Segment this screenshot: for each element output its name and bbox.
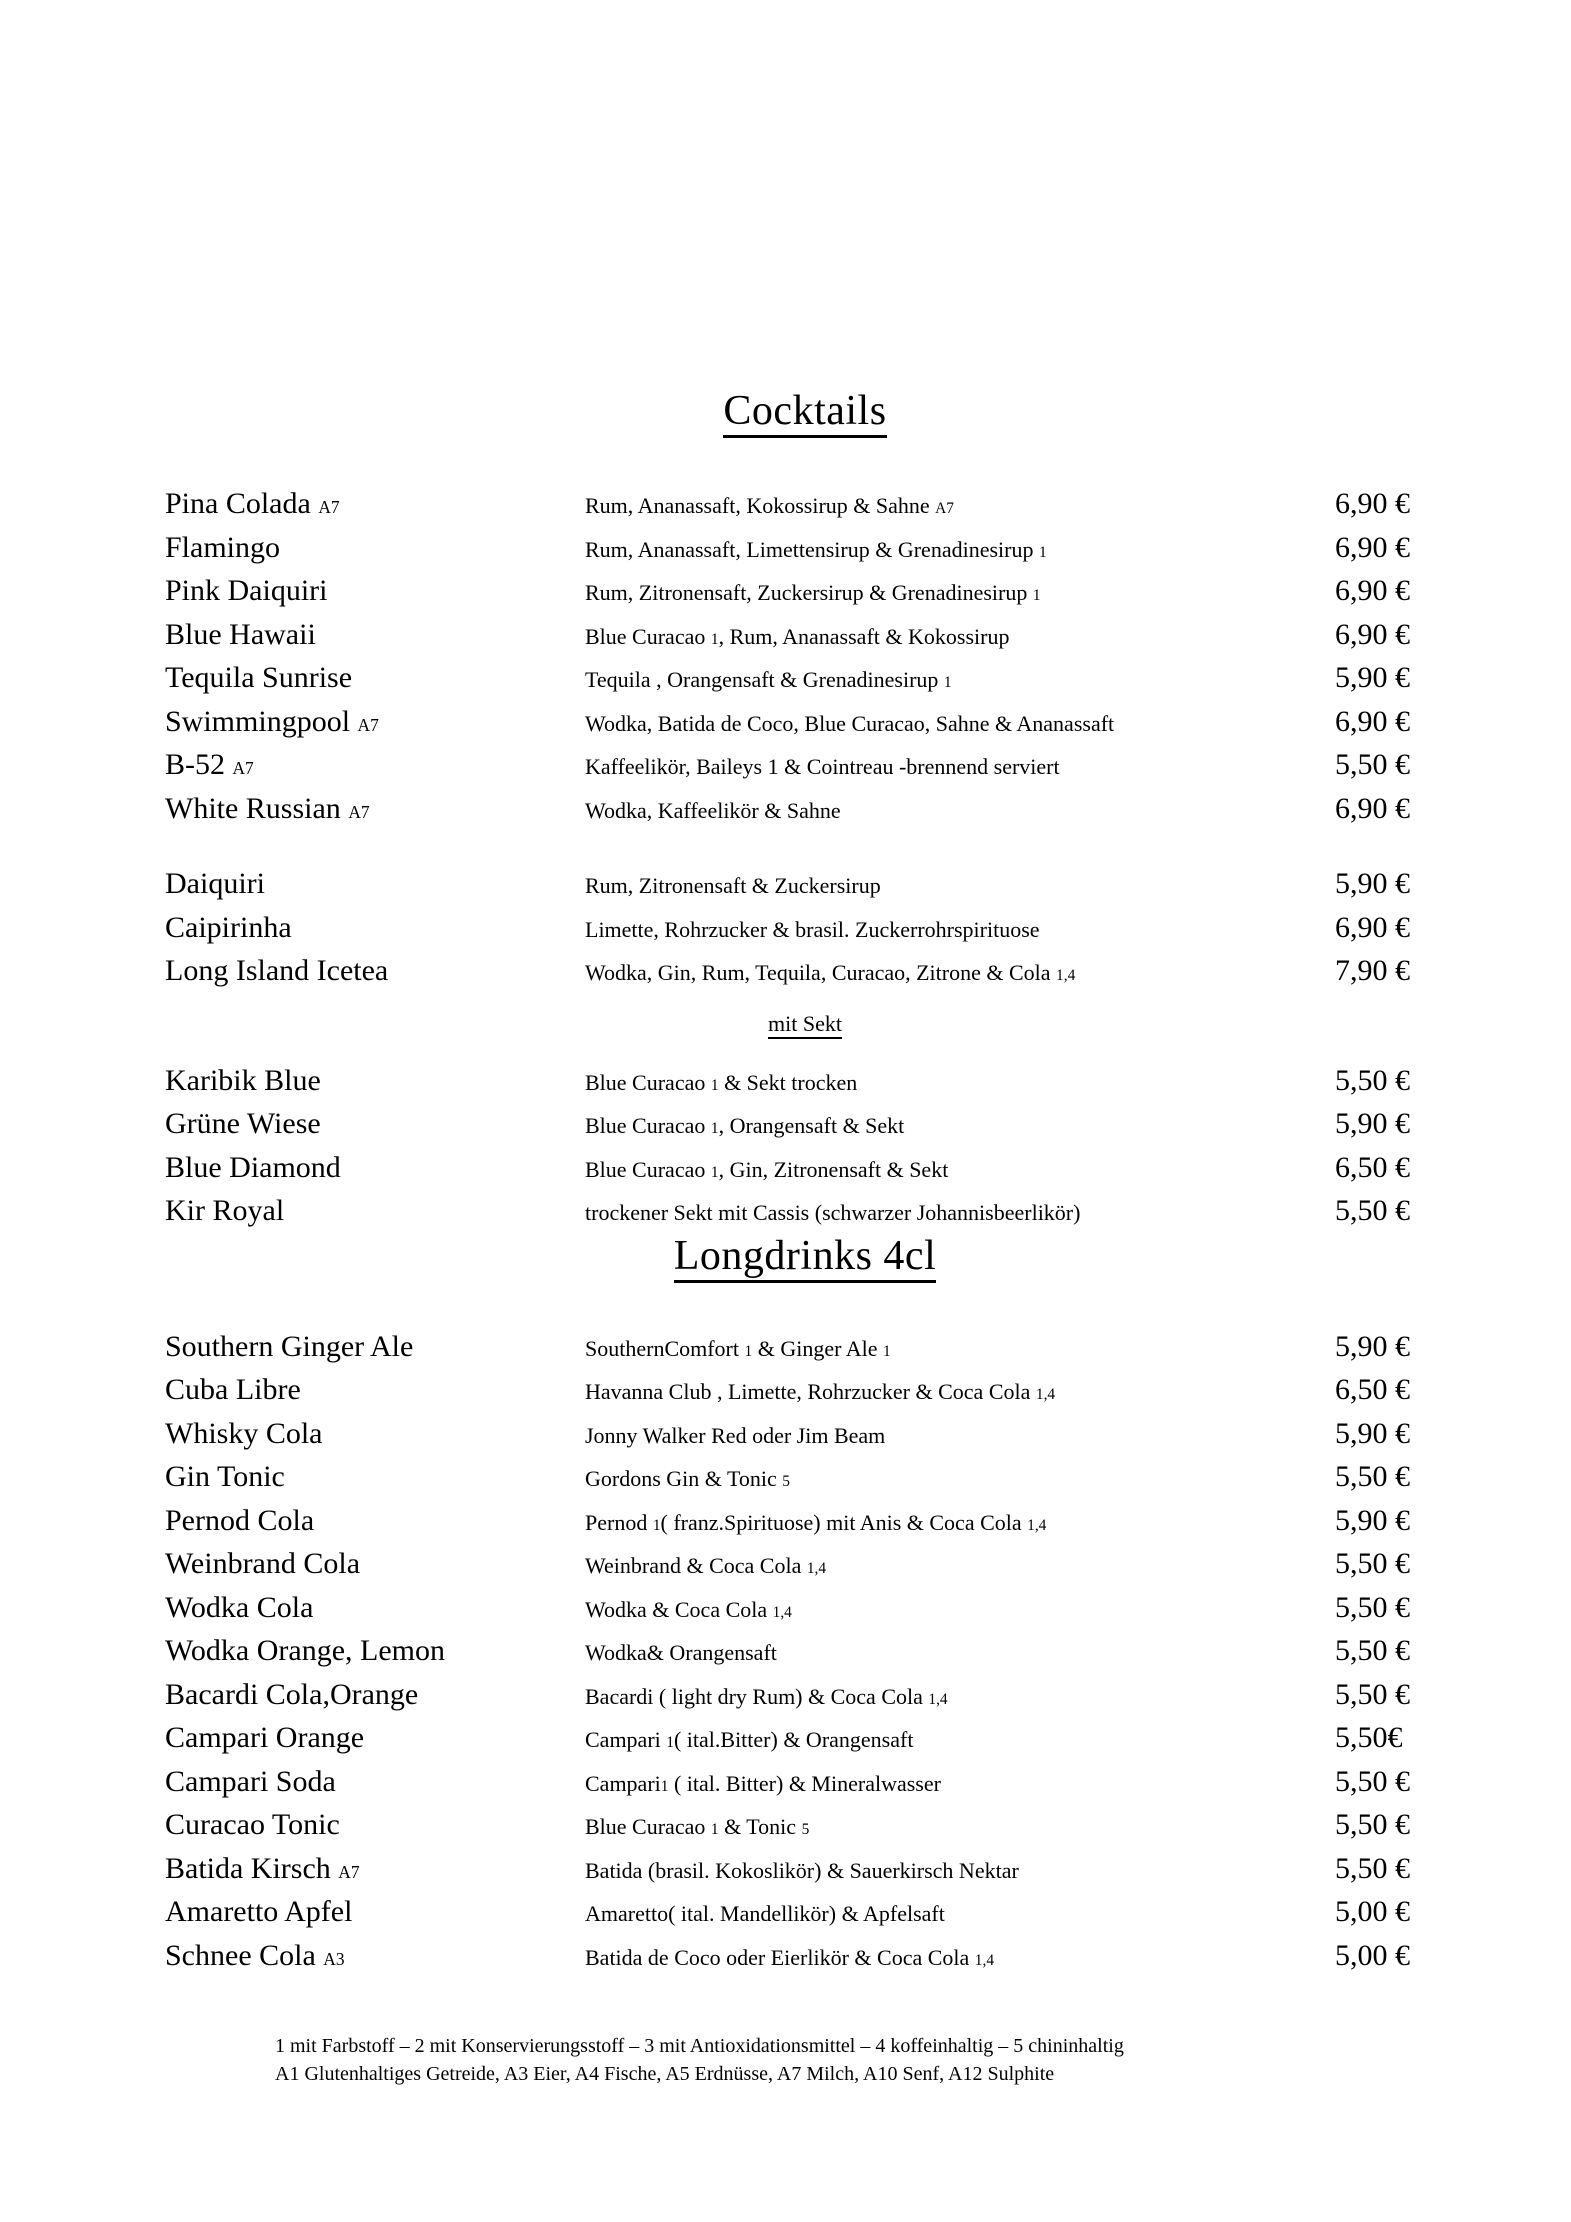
annotation-code: 1,4 xyxy=(772,1603,792,1621)
item-price: 5,50 € xyxy=(1335,1808,1410,1841)
item-price: 5,50 € xyxy=(1335,1590,1410,1624)
annotation-code: A7 xyxy=(232,758,254,778)
allergen-footnote xyxy=(275,2032,1445,2088)
item-description: Campari1 ( ital. Bitter) & Mineralwasser xyxy=(585,1770,941,1796)
menu-item-row xyxy=(165,949,1445,993)
annotation-code: 1 xyxy=(1032,587,1041,604)
menu-item-row xyxy=(165,1102,1445,1146)
annotation-code: 1 xyxy=(710,1120,719,1137)
item-name: Curacao Tonic xyxy=(165,1808,340,1841)
menu-item-row xyxy=(165,613,1445,657)
item-name: Amaretto Apfel xyxy=(165,1895,353,1928)
menu-item-row xyxy=(165,482,1445,526)
longdrinks-section-title xyxy=(165,1233,1445,1279)
footnote-line-allergens: A1 Glutenhaltiges Getreide, A3 Eier, A4 Fische, A5 Erdnüsse, A7 Milch, A10 Senf, A12 Sulphite xyxy=(275,2063,1055,2085)
item-description: Wodka, Gin, Rum, Tequila, Curacao, Zitrone & Cola 1,4 xyxy=(585,960,1076,985)
menu-item-row xyxy=(165,1455,1445,1499)
item-price: 5,50 € xyxy=(1335,1634,1410,1667)
item-name: Whisky Cola xyxy=(165,1416,323,1450)
annotation-code: 1,4 xyxy=(806,1560,827,1577)
longdrinks-title-text: Longdrinks 4cl xyxy=(674,1233,936,1283)
item-price: 5,50 € xyxy=(1335,748,1410,781)
mit-sekt-subtitle xyxy=(165,1011,1445,1037)
menu-item-row xyxy=(165,1890,1445,1934)
annotation-code: 1 xyxy=(1038,543,1047,561)
item-price: 6,90 € xyxy=(1335,910,1410,944)
item-price: 5,00 € xyxy=(1335,1938,1410,1972)
item-name: Blue Hawaii xyxy=(165,617,316,651)
annotation-code: A7 xyxy=(348,801,370,822)
item-price: 5,90 € xyxy=(1335,661,1410,694)
item-description: Havanna Club , Limette, Rohrzucker & Coca Cola 1,4 xyxy=(585,1379,1056,1404)
menu-item-row xyxy=(165,1847,1445,1891)
annotation-code: 1,4 xyxy=(974,1951,995,1969)
item-description: Wodka, Batida de Coco, Blue Curacao, Sahne & Ananassaft xyxy=(585,710,1115,736)
menu-item-row xyxy=(165,700,1445,744)
annotation-code: A7 xyxy=(318,497,340,517)
menu-item-row xyxy=(165,1325,1445,1369)
item-description: Amaretto( ital. Mandellikör) & Apfelsaft xyxy=(585,1901,945,1926)
menu-item-row xyxy=(165,1629,1445,1673)
annotation-code: 1 xyxy=(710,630,719,648)
item-name: Pina Colada A7 xyxy=(165,487,340,520)
annotation-code: 1,4 xyxy=(1027,1516,1047,1534)
item-name: Daiquiri xyxy=(165,867,265,900)
item-price: 6,90 € xyxy=(1335,617,1410,651)
item-description: Blue Curacao 1, Gin, Zitronensaft & Sekt xyxy=(585,1156,949,1182)
footnote-line-additives: 1 mit Farbstoff – 2 mit Konservierungsstoff – 3 mit Antioxidationsmittel – 4 koffeinhaltig – 5 chininhaltig xyxy=(275,2035,1124,2057)
menu-item-row xyxy=(165,569,1445,613)
item-price: 5,50 € xyxy=(1335,1063,1410,1097)
item-description: Rum, Ananassaft, Kokossirup & Sahne A7 xyxy=(585,493,954,518)
item-name: Campari Soda xyxy=(165,1764,336,1798)
annotation-code: 5 xyxy=(801,1821,810,1838)
menu-item-row xyxy=(165,1586,1445,1630)
cocktails-title-text: Cocktails xyxy=(723,388,886,438)
item-description: Campari 1( ital.Bitter) & Orangensaft xyxy=(585,1727,914,1752)
cocktails-item-group-1 xyxy=(165,482,1445,830)
annotation-code: 1 xyxy=(943,674,952,691)
item-price: 5,50 € xyxy=(1335,1460,1410,1493)
menu-item-row xyxy=(165,1059,1445,1103)
annotation-code: A7 xyxy=(935,500,954,517)
item-description: Gordons Gin & Tonic 5 xyxy=(585,1466,790,1491)
item-description: Kaffeelikör, Baileys 1 & Cointreau -brennend serviert xyxy=(585,754,1060,779)
item-price: 5,50 € xyxy=(1335,1547,1410,1580)
item-description: Limette, Rohrzucker & brasil. Zuckerrohrspirituose xyxy=(585,916,1040,942)
annotation-code: 1,4 xyxy=(1056,967,1076,984)
item-price: 5,90 € xyxy=(1335,1107,1410,1140)
item-price: 6,90 € xyxy=(1335,530,1410,564)
item-name: Wodka Orange, Lemon xyxy=(165,1634,445,1667)
annotation-code: 1 xyxy=(710,1821,719,1838)
item-name: Pernod Cola xyxy=(165,1503,315,1537)
menu-item-row xyxy=(165,787,1445,831)
item-description: Tequila , Orangensaft & Grenadinesirup 1 xyxy=(585,667,952,692)
menu-item-row xyxy=(165,1803,1445,1847)
annotation-code: A7 xyxy=(357,714,379,735)
cocktails-item-group-sekt xyxy=(165,1059,1445,1233)
menu-item-row xyxy=(165,656,1445,700)
item-name: Swimmingpool A7 xyxy=(165,704,379,738)
item-price: 6,90 € xyxy=(1335,487,1410,520)
item-name: Caipirinha xyxy=(165,910,292,944)
item-name: Blue Diamond xyxy=(165,1150,341,1184)
menu-item-row xyxy=(165,1412,1445,1456)
menu-item-row xyxy=(165,526,1445,570)
item-description: Blue Curacao 1, Rum, Ananassaft & Kokossirup xyxy=(585,623,1010,649)
cocktails-section-title xyxy=(165,388,1445,434)
longdrinks-item-group xyxy=(165,1325,1445,1978)
menu-item-row xyxy=(165,1934,1445,1978)
annotation-code: 5 xyxy=(782,1473,790,1490)
annotation-code: 1,4 xyxy=(928,1690,948,1708)
item-description: Rum, Zitronensaft & Zuckersirup xyxy=(585,873,881,898)
item-description: Blue Curacao 1 & Sekt trocken xyxy=(585,1069,858,1095)
item-description: Wodka& Orangensaft xyxy=(585,1640,777,1665)
item-name: Campari Orange xyxy=(165,1721,365,1754)
menu-item-row xyxy=(165,1368,1445,1412)
menu-item-row xyxy=(165,1499,1445,1543)
item-name: Bacardi Cola,Orange xyxy=(165,1677,419,1711)
menu-item-row xyxy=(165,1189,1445,1233)
item-description: Bacardi ( light dry Rum) & Coca Cola 1,4 xyxy=(585,1683,948,1709)
menu-item-row xyxy=(165,1146,1445,1190)
mit-sekt-subtitle-text: mit Sekt xyxy=(768,1011,842,1039)
item-name: Southern Ginger Ale xyxy=(165,1329,414,1363)
item-description: Blue Curacao 1, Orangensaft & Sekt xyxy=(585,1113,905,1138)
item-name: Flamingo xyxy=(165,530,281,564)
menu-item-row xyxy=(165,1716,1445,1760)
item-name: B-52 A7 xyxy=(165,748,254,781)
item-description: Blue Curacao 1 & Tonic 5 xyxy=(585,1814,810,1839)
menu-item-row xyxy=(165,862,1445,906)
item-description: Weinbrand & Coca Cola 1,4 xyxy=(585,1553,827,1578)
menu-item-row xyxy=(165,1673,1445,1717)
item-name: Cuba Libre xyxy=(165,1373,301,1406)
item-description: Batida de Coco oder Eierlikör & Coca Cola 1,4 xyxy=(585,1944,995,1970)
item-description: Batida (brasil. Kokoslikör) & Sauerkirsch Nektar xyxy=(585,1857,1019,1883)
item-price: 6,50 € xyxy=(1335,1150,1410,1184)
item-name: Schnee Cola A3 xyxy=(165,1938,345,1972)
annotation-code: A7 xyxy=(338,1861,360,1882)
item-name: Karibik Blue xyxy=(165,1063,321,1097)
item-price: 6,90 € xyxy=(1335,791,1410,825)
item-name: Tequila Sunrise xyxy=(165,661,353,694)
item-price: 6,90 € xyxy=(1335,574,1410,607)
item-price: 5,90 € xyxy=(1335,1503,1410,1537)
item-description: Jonny Walker Red oder Jim Beam xyxy=(585,1422,886,1448)
annotation-code: 1 xyxy=(652,1516,661,1534)
item-price: 5,00 € xyxy=(1335,1895,1410,1928)
item-price: 5,50 € xyxy=(1335,1677,1410,1711)
menu-item-row xyxy=(165,1760,1445,1804)
annotation-code: 1 xyxy=(710,1076,719,1094)
item-description: SouthernComfort 1 & Ginger Ale 1 xyxy=(585,1335,891,1361)
item-name: Grüne Wiese xyxy=(165,1107,321,1140)
item-price: 6,90 € xyxy=(1335,704,1410,738)
item-name: Gin Tonic xyxy=(165,1460,285,1493)
item-price: 5,50 € xyxy=(1335,1764,1410,1798)
annotation-code: 1,4 xyxy=(1035,1386,1056,1403)
item-name: Wodka Cola xyxy=(165,1590,314,1624)
menu-item-row xyxy=(165,743,1445,787)
annotation-code: 1 xyxy=(666,1734,674,1751)
item-name: Kir Royal xyxy=(165,1194,285,1227)
item-price: 5,50€ xyxy=(1335,1721,1403,1754)
annotation-code: 1 xyxy=(882,1342,891,1360)
item-price: 6,50 € xyxy=(1335,1373,1410,1406)
annotation-code: 1 xyxy=(660,1777,669,1795)
menu-item-row xyxy=(165,906,1445,950)
item-description: trockener Sekt mit Cassis (schwarzer Johannisbeerlikör) xyxy=(585,1200,1081,1225)
item-name: White Russian A7 xyxy=(165,791,370,825)
item-description: Rum, Ananassaft, Limettensirup & Grenadinesirup 1 xyxy=(585,536,1047,562)
menu-item-row xyxy=(165,1542,1445,1586)
annotation-code: A3 xyxy=(323,1948,345,1969)
item-price: 5,50 € xyxy=(1335,1194,1410,1227)
annotation-code: 1 xyxy=(744,1342,753,1360)
annotation-code: 1 xyxy=(710,1163,719,1181)
item-name: Pink Daiquiri xyxy=(165,574,328,607)
item-price: 5,50 € xyxy=(1335,1851,1410,1885)
item-price: 5,90 € xyxy=(1335,1416,1410,1450)
item-description: Wodka & Coca Cola 1,4 xyxy=(585,1596,792,1622)
item-price: 5,90 € xyxy=(1335,1329,1410,1363)
item-description: Wodka, Kaffeelikör & Sahne xyxy=(585,797,841,823)
item-description: Rum, Zitronensaft, Zuckersirup & Grenadinesirup 1 xyxy=(585,580,1041,605)
item-name: Batida Kirsch A7 xyxy=(165,1851,360,1885)
cocktails-item-group-2 xyxy=(165,862,1445,993)
item-name: Long Island Icetea xyxy=(165,954,389,987)
item-price: 7,90 € xyxy=(1335,954,1410,987)
item-price: 5,90 € xyxy=(1335,867,1410,900)
item-description: Pernod 1( franz.Spirituose) mit Anis & Coca Cola 1,4 xyxy=(585,1509,1047,1535)
item-name: Weinbrand Cola xyxy=(165,1547,361,1580)
